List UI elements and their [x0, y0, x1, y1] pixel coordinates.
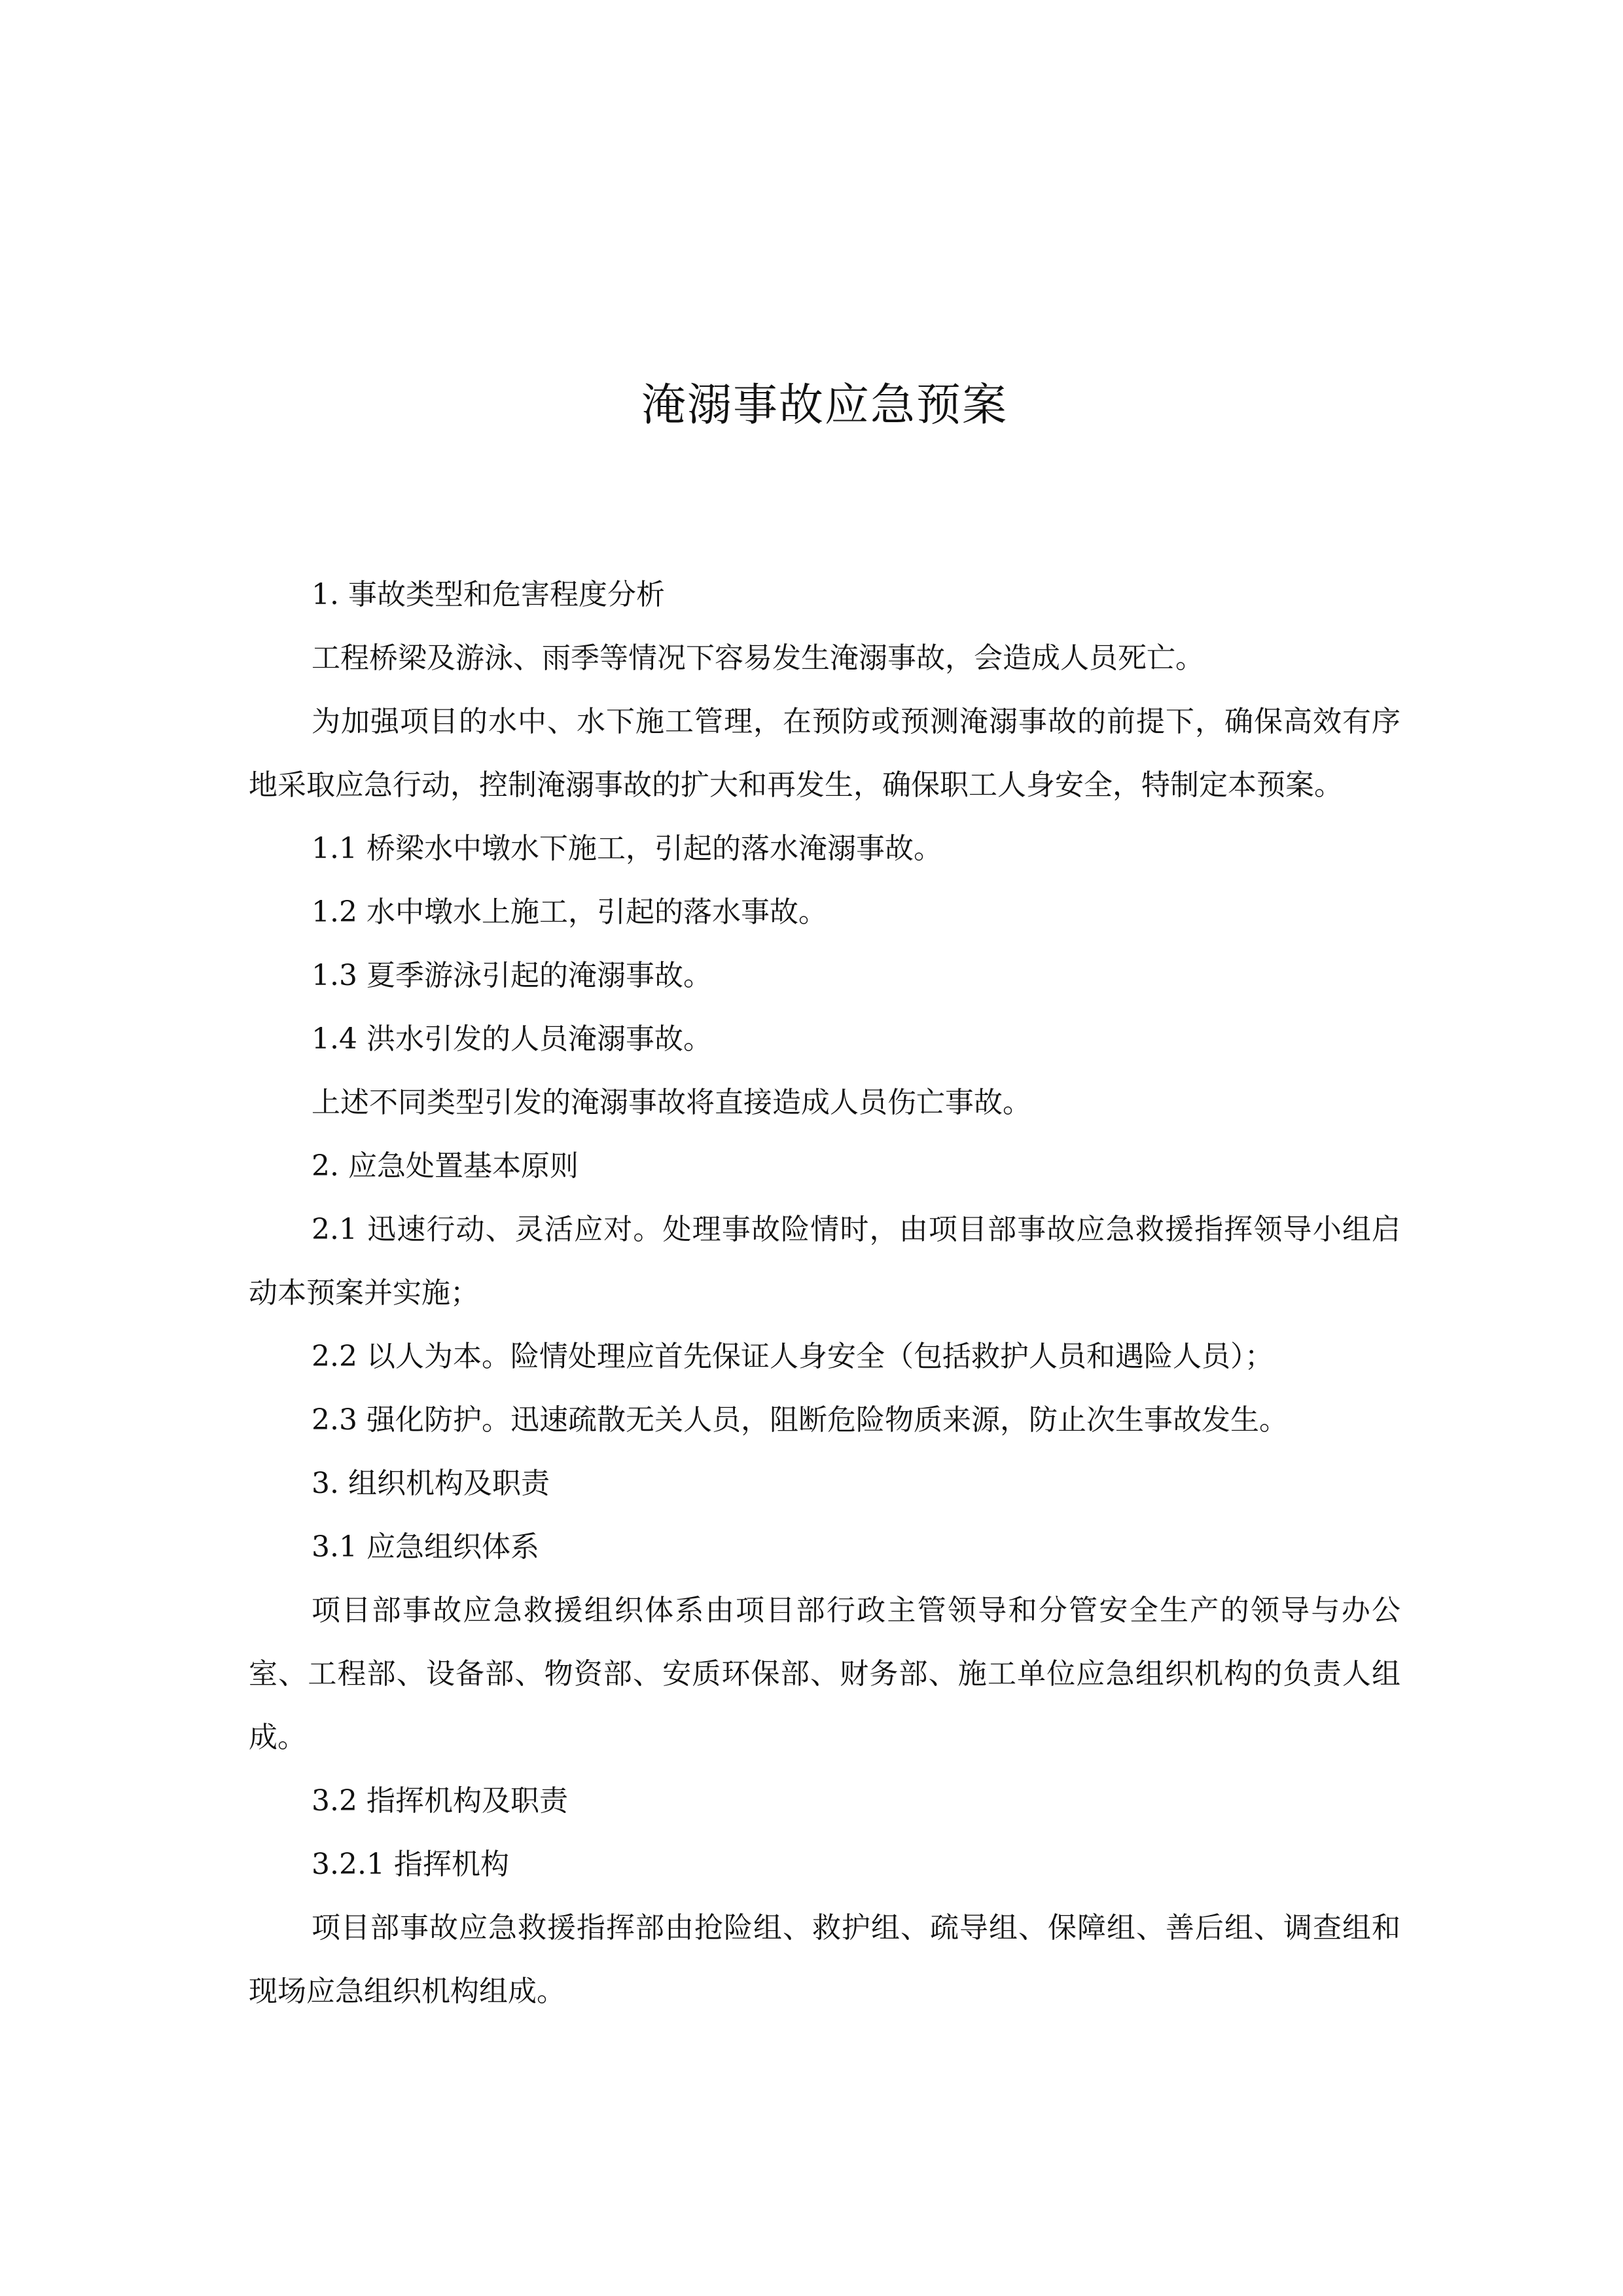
list-item-2-1: 2.1 迅速行动、灵活应对。处理事故险情时，由项目部事故应急救援指挥领导小组启动本预案并实施；	[249, 1213, 1400, 1310]
paragraph: 为加强项目的水中、水下施工管理，在预防或预测淹溺事故的前提下，确保高效有序地采取应急行动，控制淹溺事故的扩大和再发生，确保职工人身安全，特制定本预案。	[249, 705, 1400, 802]
heading-2: 2. 应急处置基本原则	[312, 1149, 579, 1183]
paragraph: 项目部事故应急救援指挥部由抢险组、救护组、疏导组、保障组、善后组、调查组和现场应急组织机构组成。	[249, 1911, 1400, 2008]
paragraph: 上述不同类型引发的淹溺事故将直接造成人员伤亡事故。	[312, 1086, 1031, 1119]
subheading-3-1: 3.1 应急组织体系	[312, 1530, 539, 1564]
subheading-3-2-1: 3.2.1 指挥机构	[312, 1848, 509, 1881]
document-title: 淹溺事故应急预案	[641, 380, 1008, 431]
heading-3: 3. 组织机构及职责	[312, 1467, 550, 1500]
subheading-3-2: 3.2 指挥机构及职责	[312, 1784, 568, 1818]
paragraph: 工程桥梁及游泳、雨季等情况下容易发生淹溺事故，会造成人员死亡。	[312, 641, 1204, 675]
list-item-1-3: 1.3 夏季游泳引起的淹溺事故。	[312, 959, 712, 992]
paragraph: 项目部事故应急救援组织体系由项目部行政主管领导和分管安全生产的领导与办公室、工程部、设备部、物资部、安质环保部、财务部、施工单位应急组织机构的负责人组成。	[249, 1594, 1400, 1754]
list-item-1-4: 1.4 洪水引发的人员淹溺事故。	[312, 1022, 712, 1056]
list-item-1-2: 1.2 水中墩水上施工，引起的落水事故。	[312, 895, 827, 929]
list-item-2-3: 2.3 强化防护。迅速疏散无关人员，阻断危险物质来源，防止次生事故发生。	[312, 1403, 1288, 1437]
list-item-1-1: 1.1 桥梁水中墩水下施工，引起的落水淹溺事故。	[312, 832, 942, 865]
document-page	[249, 0, 1400, 2296]
list-item-2-2: 2.2 以人为本。险情处理应首先保证人身安全（包括救护人员和遇险人员）；	[312, 1340, 1274, 1373]
document-body	[249, 563, 1400, 2023]
heading-1: 1. 事故类型和危害程度分析	[312, 578, 665, 611]
